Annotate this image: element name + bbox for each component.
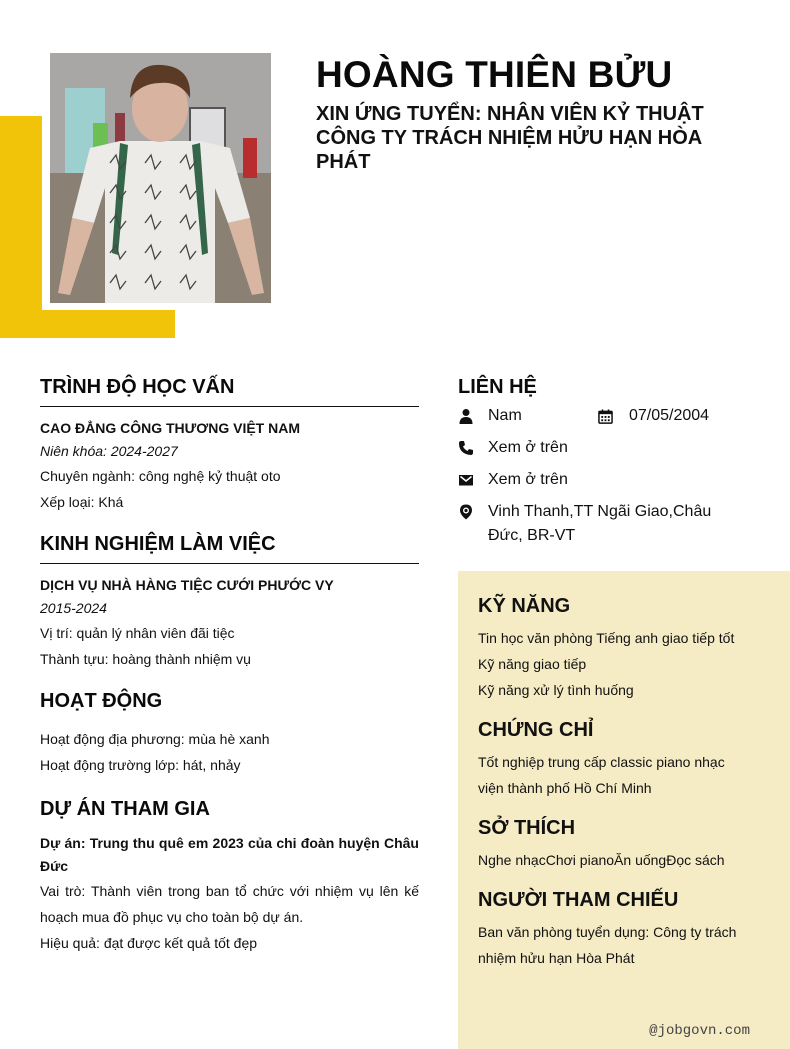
contact-address-row bbox=[458, 500, 790, 548]
contact-section bbox=[458, 372, 790, 556]
hobbies-text: Nghe nhạcChơi pianoĂn uốngĐọc sách bbox=[478, 852, 725, 868]
company-name: DỊCH VỤ NHÀ HÀNG TIỆC CƯỚI PHƯỚC VY bbox=[40, 577, 334, 593]
project-role: Vai trò: Thành viên trong ban tổ chức với nhiệm vụ lên kế hoạch mua đồ phục vụ cho toàn bộ dự án. bbox=[40, 883, 419, 925]
contact-title: LIÊN HỆ bbox=[458, 376, 537, 398]
gender-value: Nam bbox=[488, 407, 522, 424]
school-name: CAO ĐẲNG CÔNG THƯƠNG VIỆT NAM bbox=[40, 420, 300, 436]
references-title: NGƯỜI THAM CHIẾU bbox=[478, 889, 679, 911]
contact-birthdate bbox=[598, 404, 709, 428]
candidate-name: HOÀNG THIÊN BỬU bbox=[316, 54, 673, 95]
experience-title: KINH NGHIỆM LÀM VIỆC bbox=[40, 533, 276, 555]
location-pin-icon bbox=[458, 500, 488, 524]
contact-email-row bbox=[458, 468, 790, 492]
job-objective: XIN ỨNG TUYỂN: NHÂN VIÊN KỶ THUẬT CÔNG TY TRÁCH NHIỆM HỬU HẠN HÒA PHÁT bbox=[316, 103, 704, 173]
activity-item: Hoạt động địa phương: mùa hè xanh bbox=[40, 731, 270, 747]
phone-value: Xem ở trên bbox=[488, 439, 568, 456]
projects-title: DỰ ÁN THAM GIA bbox=[40, 798, 210, 820]
experience-period: 2015-2024 bbox=[40, 600, 107, 616]
accent-bar-horizontal bbox=[0, 310, 175, 338]
certificates-title: CHỨNG CHỈ bbox=[478, 719, 594, 741]
left-column bbox=[40, 372, 419, 956]
phone-icon bbox=[458, 436, 488, 460]
references-section bbox=[478, 885, 770, 971]
project-result: Hiệu quả: đạt được kết quả tốt đẹp bbox=[40, 935, 258, 951]
calendar-icon bbox=[598, 404, 629, 428]
birthdate-value: 07/05/2004 bbox=[629, 407, 710, 424]
skill-item: Kỹ năng xử lý tình huống bbox=[478, 682, 634, 698]
activity-item: Hoạt động trường lớp: hát, nhảy bbox=[40, 757, 241, 773]
certificates-section bbox=[478, 715, 770, 801]
experience-position: Vị trí: quản lý nhân viên đãi tiệc bbox=[40, 625, 235, 641]
project-name: Dự án: Trung thu quê em 2023 của chi đoàn huyện Châu Đức bbox=[40, 835, 419, 874]
address-value: Vinh Thanh,TT Ngãi Giao,Châu Đức, BR-VT bbox=[488, 503, 712, 544]
skill-item: Kỹ năng giao tiếp bbox=[478, 656, 587, 672]
watermark: @jobgovn.com bbox=[649, 1023, 750, 1039]
skills-section bbox=[478, 591, 770, 703]
education-section bbox=[40, 372, 419, 515]
education-period: Niên khóa: 2024-2027 bbox=[40, 443, 178, 459]
skills-title: KỸ NĂNG bbox=[478, 595, 571, 617]
certificate-text: Tốt nghiệp trung cấp classic piano nhạc viện thành phố Hồ Chí Minh bbox=[478, 754, 725, 796]
skill-item: Tin học văn phòng Tiếng anh giao tiếp tốt bbox=[478, 630, 735, 646]
activities-section bbox=[40, 686, 419, 778]
hobbies-section bbox=[478, 813, 770, 873]
hobbies-title: SỞ THÍCH bbox=[478, 817, 576, 839]
contact-phone-row bbox=[458, 436, 790, 460]
education-grade: Xếp loại: Khá bbox=[40, 494, 124, 510]
email-value: Xem ở trên bbox=[488, 471, 568, 488]
divider bbox=[40, 563, 419, 564]
experience-achievement: Thành tựu: hoàng thành nhiệm vụ bbox=[40, 651, 251, 667]
person-icon bbox=[458, 404, 488, 428]
profile-photo bbox=[50, 53, 271, 303]
activities-title: HOẠT ĐỘNG bbox=[40, 690, 163, 712]
reference-text: Ban văn phòng tuyển dụng: Công ty trách nhiệm hửu hạn Hòa Phát bbox=[478, 924, 737, 966]
portrait-image bbox=[50, 53, 271, 303]
contact-gender-row bbox=[458, 404, 790, 428]
experience-section bbox=[40, 529, 419, 672]
mail-icon bbox=[458, 468, 488, 492]
divider bbox=[40, 406, 419, 407]
accent-bar-vertical bbox=[0, 116, 42, 338]
side-panel bbox=[458, 571, 790, 1049]
projects-section bbox=[40, 794, 419, 956]
education-major: Chuyên ngành: công nghệ kỷ thuật oto bbox=[40, 468, 281, 484]
education-title: TRÌNH ĐỘ HỌC VẤN bbox=[40, 376, 235, 398]
